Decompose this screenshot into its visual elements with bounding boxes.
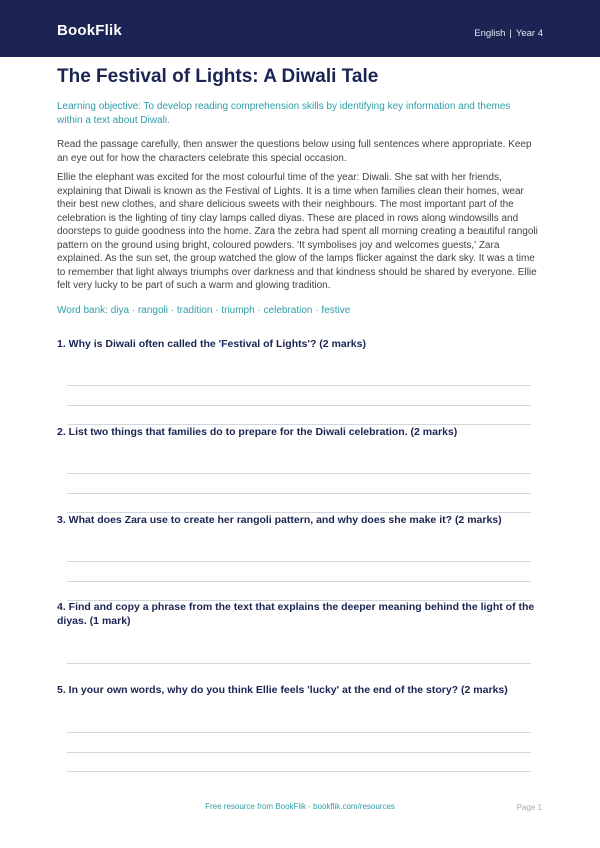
question-4: 4. Find and copy a phrase from the text that explains the deeper meaning behind the light of the diyas. (1 mark) [57,601,535,627]
year-label: Year 4 [515,28,543,39]
subject-year-label [474,28,543,39]
answer-line[interactable] [67,581,531,582]
answer-line[interactable] [67,473,531,474]
answer-line[interactable] [67,663,531,664]
reading-passage: Ellie the elephant was excited for the most colourful time of the year: Diwali. She sat with her friends, explaining that Diwali is known as the Festival of Lights. It is a time when families clean their homes, wear their best new clothes, and share delicious sweets with their neighbours. The most important part of the celebration is the lighting of tiny clay lamps called diyas. These are placed in rows along windowsills and doorsteps to guide goodness into the home. Zara the zebra had spent all morning creating a beautiful rangoli pattern on the ground using bright, coloured powders. 'It symbolises joy and welcomes guests,' Zara explained. As the sun set, the group watched the glow of the lamps flicker against the dark sky. It was a time to remember that light always triumphs over darkness and that kindness should be shared by everyone. Ellie felt very lucky to be part of such a warm and glowing tradition. [57,172,538,291]
worksheet-title: The Festival of Lights: A Diwali Tale [57,66,379,87]
instructions-text: Read the passage carefully, then answer the questions below using full sentences where appropriate. Keep an eye out for how the characters celebrate this special occasion. [57,139,532,164]
question-2: 2. List two things that families do to prepare for the Diwali celebration. (2 marks) [57,426,458,438]
question-3: 3. What does Zara use to create her rangoli pattern, and why does she make it? (2 marks) [57,514,502,526]
answer-line[interactable] [67,561,531,562]
answer-line[interactable] [67,732,531,733]
brand-logo-text: BookFlik [57,22,122,39]
question-1: 1. Why is Diwali often called the 'Festival of Lights'? (2 marks) [57,338,366,350]
word-bank: Word bank: diya · rangoli · tradition · triumph · celebration · festive [57,305,351,316]
subject-label: English [474,28,506,39]
footer-link-text[interactable]: Free resource from BookFlik · bookflik.com/resources [205,802,395,811]
answer-line[interactable] [67,405,531,406]
question-5: 5. In your own words, why do you think Ellie feels 'lucky' at the end of the story? (2 marks) [57,684,508,696]
page-number: Page 1 [516,803,542,812]
answer-line[interactable] [67,752,531,753]
learning-objective: Learning objective: To develop reading comprehension skills by identifying key information and themes within a text about Diwali. [57,101,511,126]
answer-line[interactable] [67,385,531,386]
meta-separator: | [509,28,512,39]
answer-line[interactable] [67,771,531,772]
page-header [0,0,600,57]
answer-line[interactable] [67,493,531,494]
